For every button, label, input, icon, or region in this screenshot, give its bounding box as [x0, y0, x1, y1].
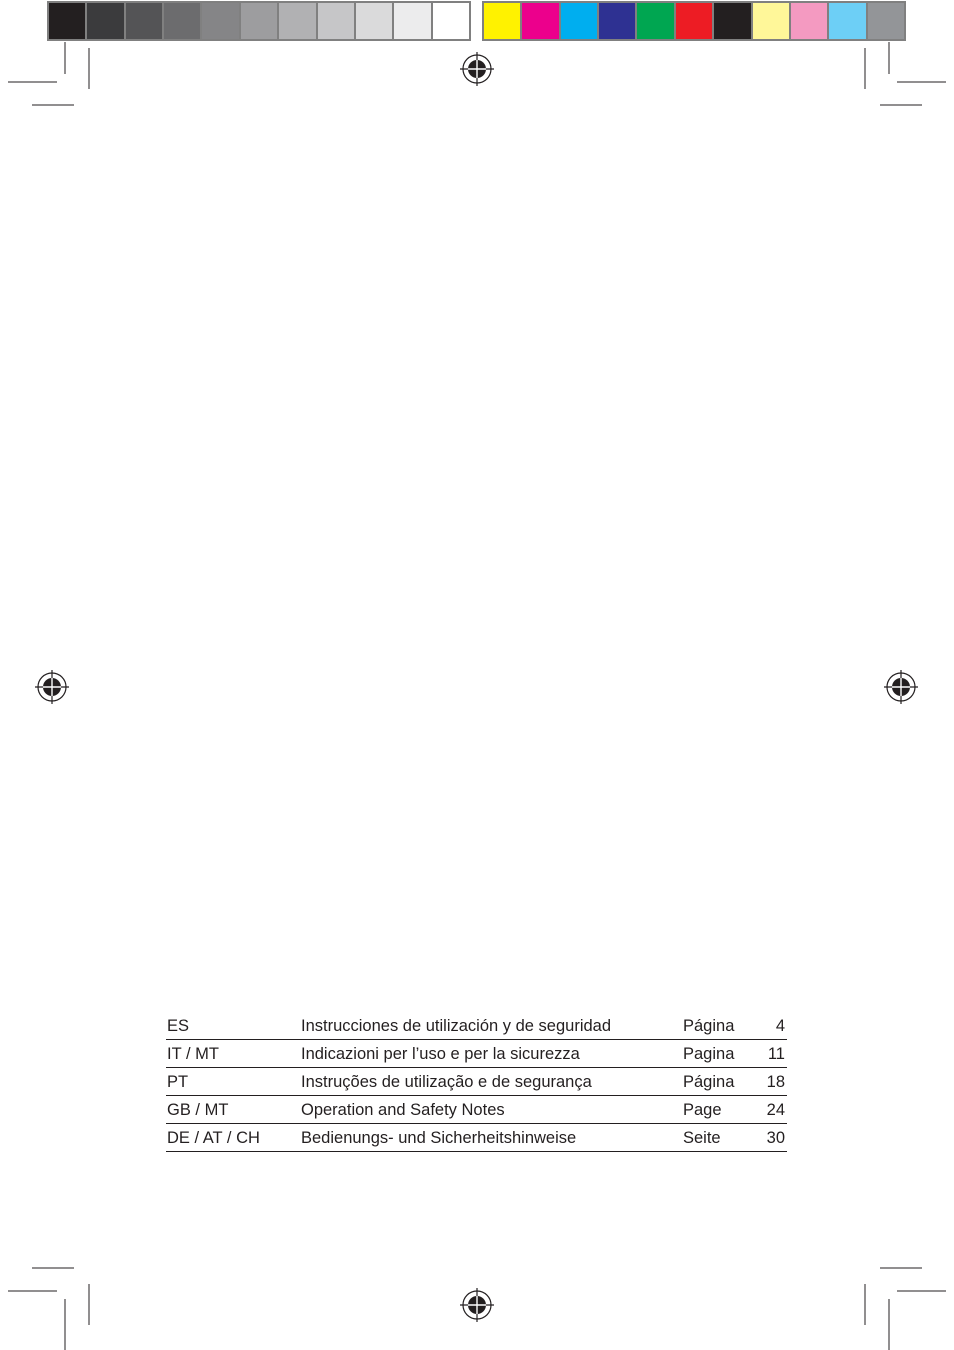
- toc-row: [166, 1069, 787, 1096]
- toc-page-number: 30: [766, 1129, 785, 1147]
- toc-page-label: Pagina: [683, 1045, 735, 1063]
- toc-row: [166, 1097, 787, 1124]
- toc-title: Instruções de utilização e de segurança: [301, 1073, 592, 1091]
- toc-page-label: Página: [683, 1017, 735, 1035]
- toc-language: DE / AT / CH: [167, 1129, 260, 1147]
- registration-mark-icon: [35, 670, 69, 704]
- toc-language: ES: [167, 1017, 190, 1035]
- toc-page-label: Página: [683, 1073, 735, 1091]
- table-of-contents: [166, 1013, 787, 1152]
- toc-title: Operation and Safety Notes: [301, 1101, 505, 1119]
- toc-row: [166, 1125, 787, 1152]
- toc-row: [166, 1013, 787, 1040]
- toc-language: GB / MT: [167, 1101, 229, 1119]
- toc-page-label: Seite: [683, 1129, 721, 1147]
- registration-mark-icon: [460, 1288, 494, 1322]
- toc-row: [166, 1041, 787, 1068]
- registration-mark-icon: [460, 52, 494, 86]
- toc-title: Indicazioni per l’uso e per la sicurezza: [301, 1045, 580, 1063]
- toc-title: Bedienungs- und Sicherheitshinweise: [301, 1129, 577, 1147]
- toc-page-number: 11: [767, 1045, 785, 1063]
- toc-page-number: 4: [775, 1017, 785, 1035]
- toc-language: IT / MT: [167, 1045, 219, 1063]
- toc-page-number: 24: [766, 1101, 785, 1119]
- registration-mark-icon: [884, 670, 918, 704]
- toc-title: Instrucciones de utilización y de seguridad: [301, 1017, 612, 1035]
- toc-page-label: Page: [683, 1101, 722, 1119]
- toc-page-number: 18: [766, 1073, 785, 1091]
- toc-language: PT: [167, 1073, 189, 1091]
